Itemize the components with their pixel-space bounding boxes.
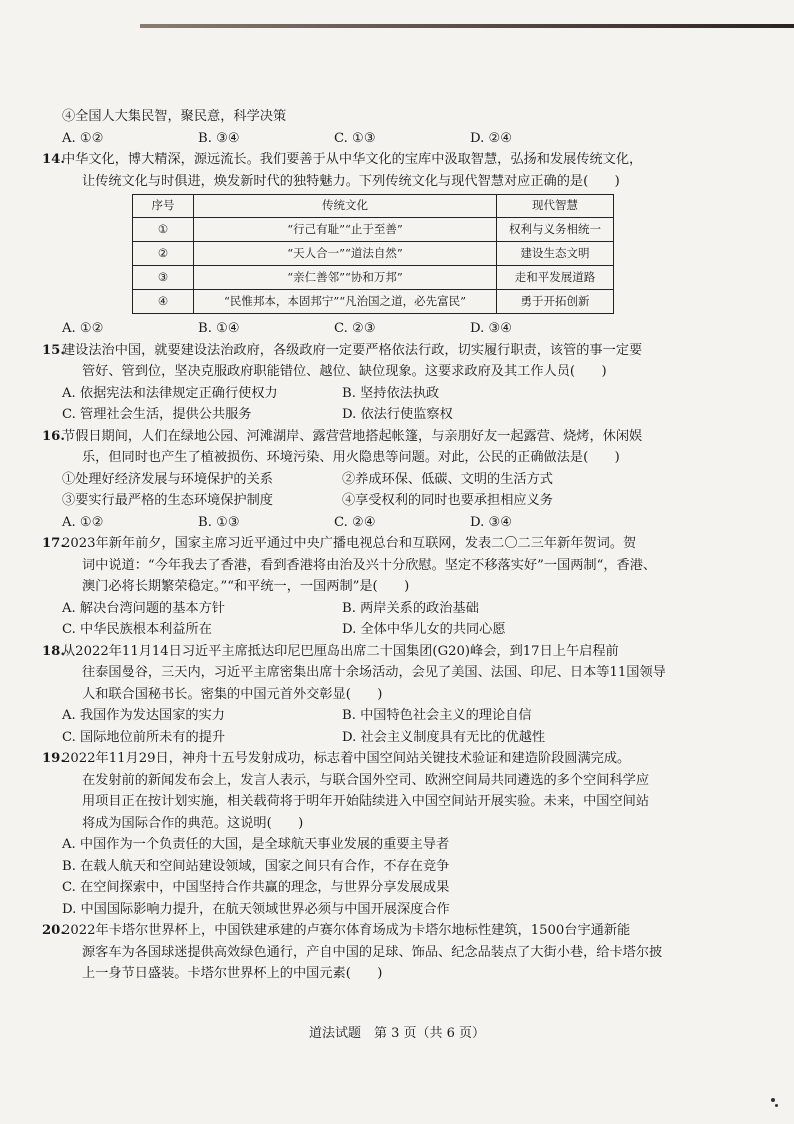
question-text: 中华文化，博大精深，源远流长。我们要善于从中华文化的宝库中汲取智慧，弘扬和发展传统文化， bbox=[62, 152, 643, 167]
question-number: 20. bbox=[42, 923, 65, 938]
question-text: 澳门必将长期繁荣稳定。”“和平统一，一国两制”是( ) bbox=[82, 579, 410, 594]
question-text: 人和联合国秘书长。密集的中国元首外交彰显( ) bbox=[82, 686, 383, 702]
question-text: 词中说道：“今年我去了香港，看到香港将由治及兴十分欣慰。坚定不移落实好”一国两制“，香港、 bbox=[82, 557, 657, 573]
option-d: D. ②④ bbox=[470, 130, 513, 146]
option-a: A. 依据宪法和法律规定正确行使权力 bbox=[62, 385, 278, 401]
option-c: C. ②③ bbox=[334, 321, 376, 336]
question-number: 18. bbox=[42, 643, 65, 659]
table-header: 现代智慧 bbox=[497, 195, 614, 218]
option-c: C. ②④ bbox=[334, 514, 376, 530]
options-row bbox=[62, 512, 722, 534]
options-row bbox=[62, 318, 722, 340]
option-b: B. ③④ bbox=[198, 130, 240, 146]
option-c: C. 中华民族根本利益所在 bbox=[62, 622, 212, 637]
question-text: 2023年新年前夕，国家主席习近平通过中央广播电视总台和互联网，发表二〇二三年新年贺词。贺 bbox=[62, 536, 637, 551]
question-number: 15. bbox=[42, 342, 65, 358]
table-cell: “亲仁善邻”“协和万邦” bbox=[194, 266, 497, 290]
scan-speck bbox=[775, 1104, 778, 1107]
table-cell: “行己有耻”“止于至善” bbox=[194, 218, 497, 242]
table-cell: 勇于开拓创新 bbox=[497, 290, 614, 314]
page-footer: 道法试题 第 3 页（共 6 页） bbox=[308, 1026, 486, 1041]
question-text: 节假日期间，人们在绿地公园、河滩湖岸、露营营地搭起帐篷，与亲朋好友一起露营、烧烤，休闲娱 bbox=[62, 428, 643, 444]
option-b: B. 在载人航天和空间站建设领域，国家之间只有合作，不存在竞争 bbox=[62, 858, 450, 874]
table-cell: “天人合一”“道法自然” bbox=[194, 242, 497, 266]
statement-2: ②养成环保、低碳、文明的生活方式 bbox=[342, 471, 553, 487]
question-number: 14. bbox=[42, 152, 65, 167]
option-c: C. 在空间探索中，中国坚持合作共赢的理念，与世界分享发展成果 bbox=[62, 880, 450, 895]
question-text: 让传统文化与时俱进，焕发新时代的独特魅力。下列传统文化与现代智慧对应正确的是( ) bbox=[82, 173, 620, 189]
table-cell: “民惟邦本，本固邦宁”“凡治国之道，必先富民” bbox=[194, 290, 497, 314]
table-header: 传统文化 bbox=[194, 195, 497, 218]
option-d: D. 社会主义制度具有无比的优越性 bbox=[342, 729, 546, 745]
table-row bbox=[133, 242, 614, 266]
question-15 bbox=[42, 340, 722, 426]
option-b: B. 中国特色社会主义的理论自信 bbox=[342, 708, 532, 723]
table-row bbox=[133, 266, 614, 290]
scan-edge-line bbox=[140, 24, 794, 28]
option-c: C. 国际地位前所未有的提升 bbox=[62, 729, 226, 745]
option-a: A. 我国作为发达国家的实力 bbox=[62, 708, 225, 723]
question-text: 在发射前的新闻发布会上，发言人表示，与联合国外空司、欧洲空间局共同遴选的多个空间科学应 bbox=[82, 772, 650, 788]
question-18 bbox=[42, 641, 722, 749]
table-cell: ④ bbox=[133, 290, 194, 314]
table-cell: 建设生态文明 bbox=[497, 242, 614, 266]
option-d: D. ③④ bbox=[470, 321, 513, 336]
question-text: 用项目正在按计划实施，相关载荷将于明年开始陆续进入中国空间站开展实验。未来，中国空间站 bbox=[82, 794, 650, 809]
option-a: A. 中国作为一个负责任的大国，是全球航天事业发展的重要主导者 bbox=[62, 837, 450, 852]
option-c: C. 管理社会生活，提供公共服务 bbox=[62, 407, 252, 422]
question-text: 2022年卡塔尔世界杯上，中国铁建承建的卢赛尔体育场成为卡塔尔地标性建筑，1500台宇通新能 bbox=[62, 923, 631, 938]
option-a: A. ①② bbox=[62, 514, 104, 530]
table-row bbox=[133, 218, 614, 242]
option-b: B. ①③ bbox=[198, 514, 240, 530]
prev-item-4: ④全国人大集民智，聚民意，科学决策 bbox=[62, 109, 287, 124]
question-text: 乐，但同时也产生了植被损伤、环境污染、用火隐患等问题。对此，公民的正确做法是( ) bbox=[82, 450, 620, 465]
question-20 bbox=[42, 920, 722, 985]
scan-speck bbox=[771, 1098, 775, 1102]
statement-3: ③要实行最严格的生态环境保护制度 bbox=[62, 493, 273, 508]
option-c: C. ①③ bbox=[334, 130, 376, 146]
question-text: 将成为国际合作的典范。这说明( ) bbox=[82, 815, 304, 831]
question-text: 从2022年11月14日习近平主席抵达印尼巴厘岛出席二十国集团(G20)峰会，到17日上午启程前 bbox=[62, 643, 619, 659]
option-b: B. 两岸关系的政治基础 bbox=[342, 600, 479, 616]
statement-4: ④享受权利的同时也要承担相应义务 bbox=[342, 493, 553, 508]
table-row bbox=[133, 290, 614, 314]
culture-table bbox=[132, 194, 614, 314]
option-b: B. 坚持依法执政 bbox=[342, 385, 440, 401]
exam-page bbox=[42, 106, 722, 985]
question-16 bbox=[42, 426, 722, 534]
option-a: A. ①② bbox=[62, 321, 104, 336]
prev-options bbox=[62, 128, 722, 150]
question-number: 19. bbox=[42, 751, 65, 766]
table-cell: ① bbox=[133, 218, 194, 242]
statement-1: ①处理好经济发展与环境保护的关系 bbox=[62, 471, 273, 487]
question-text: 建设法治中国，就要建设法治政府，各级政府一定要严格依法行政，切实履行职责，该管的事一定要 bbox=[62, 342, 643, 358]
table-cell: ③ bbox=[133, 266, 194, 290]
question-number: 16. bbox=[42, 428, 65, 444]
option-a: A. 解决台湾问题的基本方针 bbox=[62, 600, 225, 616]
question-17 bbox=[42, 533, 722, 641]
table-cell: 权利与义务相统一 bbox=[497, 218, 614, 242]
question-text: 源客车为各国球迷提供高效绿色通行，产自中国的足球、饰品、纪念品装点了大街小巷，给卡塔尔披 bbox=[82, 944, 663, 960]
option-b: B. ①④ bbox=[198, 321, 240, 336]
option-a: A. ①② bbox=[62, 130, 104, 146]
question-text: 上一身节日盛装。卡塔尔世界杯上的中国元素( ) bbox=[82, 966, 383, 981]
question-14 bbox=[42, 149, 722, 340]
question-text: 管好、管到位，坚决克服政府职能错位、越位、缺位现象。这要求政府及其工作人员( ) bbox=[82, 364, 607, 379]
table-cell: 走和平发展道路 bbox=[497, 266, 614, 290]
table-header: 序号 bbox=[133, 195, 194, 218]
option-d: D. 全体中华儿女的共同心愿 bbox=[342, 622, 506, 637]
question-19 bbox=[42, 748, 722, 920]
table-cell: ② bbox=[133, 242, 194, 266]
option-d: D. 中国国际影响力提升，在航天领域世界必须与中国开展深度合作 bbox=[62, 901, 450, 917]
question-number: 17. bbox=[42, 536, 65, 551]
option-d: D. ③④ bbox=[470, 514, 513, 530]
option-d: D. 依法行使监察权 bbox=[342, 407, 453, 422]
question-text: 2022年11月29日，神舟十五号发射成功，标志着中国空间站关键技术验证和建造阶段圆满完成。 bbox=[62, 751, 631, 766]
question-text: 往泰国曼谷，三天内，习近平主席密集出席十余场活动，会见了美国、法国、印尼、日本等11国领导 bbox=[82, 665, 666, 680]
